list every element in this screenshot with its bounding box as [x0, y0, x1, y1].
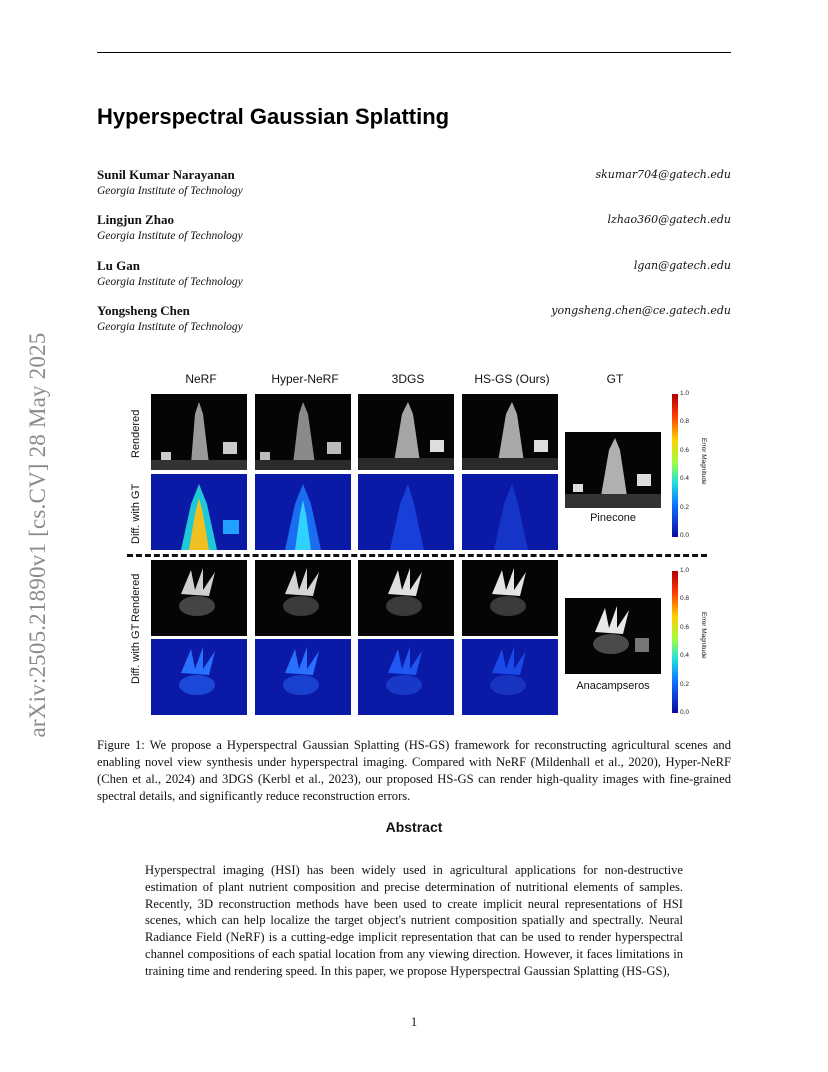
pinecone-shape: [151, 394, 247, 470]
colorbar-tick: 0.2: [680, 504, 690, 511]
pinecone-shape: [462, 394, 558, 470]
colorbar-tick: 0.0: [680, 532, 690, 539]
top-rule: [97, 52, 731, 53]
author-affiliation: Georgia Institute of Technology: [97, 230, 243, 242]
pinecone-diff-hsgs: [462, 474, 558, 550]
diff-shape: [151, 474, 247, 550]
author-email[interactable]: lgan@gatech.edu: [633, 259, 731, 272]
colorbar-tick: 0.8: [680, 418, 690, 425]
anacampseros-rendered-nerf: [151, 560, 247, 636]
page-number: 1: [410, 1015, 418, 1029]
diff-shape: [462, 474, 558, 550]
diff-shape: [358, 639, 454, 715]
pinecone-rendered-hypernerf: [255, 394, 351, 470]
pinecone-shape: [358, 394, 454, 470]
row-label-diff: Diff. with GT: [130, 623, 142, 684]
section-divider: [127, 554, 707, 557]
column-header: HS-GS (Ours): [474, 372, 550, 386]
column-header: NeRF: [185, 372, 217, 386]
colorbar-tick: 0.4: [680, 475, 690, 482]
colorbar-tick: 0.4: [680, 652, 690, 659]
anacampseros-rendered-hypernerf: [255, 560, 351, 636]
pinecone-rendered-3dgs: [358, 394, 454, 470]
colorbar-tick: 0.2: [680, 681, 690, 688]
column-header: Hyper-NeRF: [271, 372, 339, 386]
plant-shape: [358, 560, 454, 636]
author-affiliation: Georgia Institute of Technology: [97, 185, 243, 197]
pinecone-diff-3dgs: [358, 474, 454, 550]
colorbar: [672, 394, 678, 537]
diff-shape: [255, 639, 351, 715]
column-header: GT: [606, 372, 624, 386]
colorbar: [672, 571, 678, 713]
paper-title: Hyperspectral Gaussian Splatting: [97, 104, 450, 129]
colorbar-title: Error Magnitude: [700, 438, 707, 485]
figure-1: [97, 372, 737, 716]
diff-shape: [462, 639, 558, 715]
plant-shape: [462, 560, 558, 636]
pinecone-diff-nerf: [151, 474, 247, 550]
author-block: [97, 303, 731, 333]
author-name: Lingjun Zhao: [97, 212, 174, 227]
anacampseros-gt: [565, 598, 661, 674]
pinecone-diff-hypernerf: [255, 474, 351, 550]
colorbar-tick: 0.0: [680, 709, 690, 716]
row-label-diff: Diff. with GT: [130, 483, 142, 544]
author-name: Yongsheng Chen: [97, 303, 190, 318]
author-email[interactable]: yongsheng.chen@ce.gatech.edu: [551, 304, 731, 317]
scene-label: Anacampseros: [576, 680, 650, 692]
colorbar-tick: 0.6: [680, 447, 690, 454]
anacampseros-diff-nerf: [151, 639, 247, 715]
plant-shape: [565, 598, 661, 674]
anacampseros-diff-hsgs: [462, 639, 558, 715]
anacampseros-rendered-hsgs: [462, 560, 558, 636]
abstract-text: Hyperspectral imaging (HSI) has been widely used in agricultural applications for non-destructive estimation of plant nutrient composition and precise determination of nutritional elements of samples. Recently, 3D reconstruction methods have been used to create implicit neural representations of HSI scenes, which can help localize the target object's nutrient composition spatially and spectrally. Neural Radiance Field (NeRF) is a cutting-edge implicit representation that can be used to render hyperspectral channel compositions of each spatial location from any viewing direction. However, it faces limitations in training time and rendering speed. In this paper, we propose Hyperspectral Gaussian Splatting (HS-GS),: [145, 863, 683, 978]
diff-shape: [151, 639, 247, 715]
colorbar-tick: 1.0: [680, 567, 690, 574]
author-email[interactable]: lzhao360@gatech.edu: [607, 213, 731, 226]
colorbar-tick: 1.0: [680, 390, 690, 397]
author-affiliation: Georgia Institute of Technology: [97, 321, 243, 333]
author-block: [97, 212, 731, 242]
plant-shape: [151, 560, 247, 636]
author-block: [97, 258, 731, 288]
figure-caption: Figure 1: We propose a Hyperspectral Gaussian Splatting (HS-GS) framework for reconstructing agricultural scenes and enabling novel view synthesis under hyperspectral imaging. Compared with NeRF (Mildenhall et al., 2020), Hyper-NeRF (Chen et al., 2024) and 3DGS (Kerbl et al., 2023), our proposed HS-GS can render high-quality images with fine-grained spectral details, and significantly reduce reconstruction errors.: [97, 738, 731, 803]
anacampseros-diff-3dgs: [358, 639, 454, 715]
pinecone-gt: [565, 432, 661, 508]
author-email[interactable]: skumar704@gatech.edu: [595, 168, 731, 181]
row-label-rendered: Rendered: [130, 409, 142, 458]
author-name: Sunil Kumar Narayanan: [97, 167, 235, 182]
diff-shape: [358, 474, 454, 550]
colorbar-title: Error Magnitude: [700, 612, 707, 659]
colorbar-tick: 0.6: [680, 624, 690, 631]
author-name: Lu Gan: [97, 258, 140, 273]
pinecone-rendered-nerf: [151, 394, 247, 470]
colorbar-tick: 0.8: [680, 595, 690, 602]
pinecone-rendered-hsgs: [462, 394, 558, 470]
scene-label: Pinecone: [590, 512, 636, 524]
anacampseros-diff-hypernerf: [255, 639, 351, 715]
diff-shape: [255, 474, 351, 550]
abstract-heading: Abstract: [385, 819, 443, 835]
anacampseros-rendered-3dgs: [358, 560, 454, 636]
pinecone-shape: [255, 394, 351, 470]
author-block: [97, 167, 731, 197]
row-label-rendered: Rendered: [130, 573, 142, 622]
author-affiliation: Georgia Institute of Technology: [97, 276, 243, 288]
arxiv-stamp: arXiv:2505.21890v1 [cs.CV] 28 May 2025: [25, 332, 50, 738]
plant-shape: [255, 560, 351, 636]
column-header: 3DGS: [391, 372, 425, 386]
pinecone-shape: [565, 432, 661, 508]
